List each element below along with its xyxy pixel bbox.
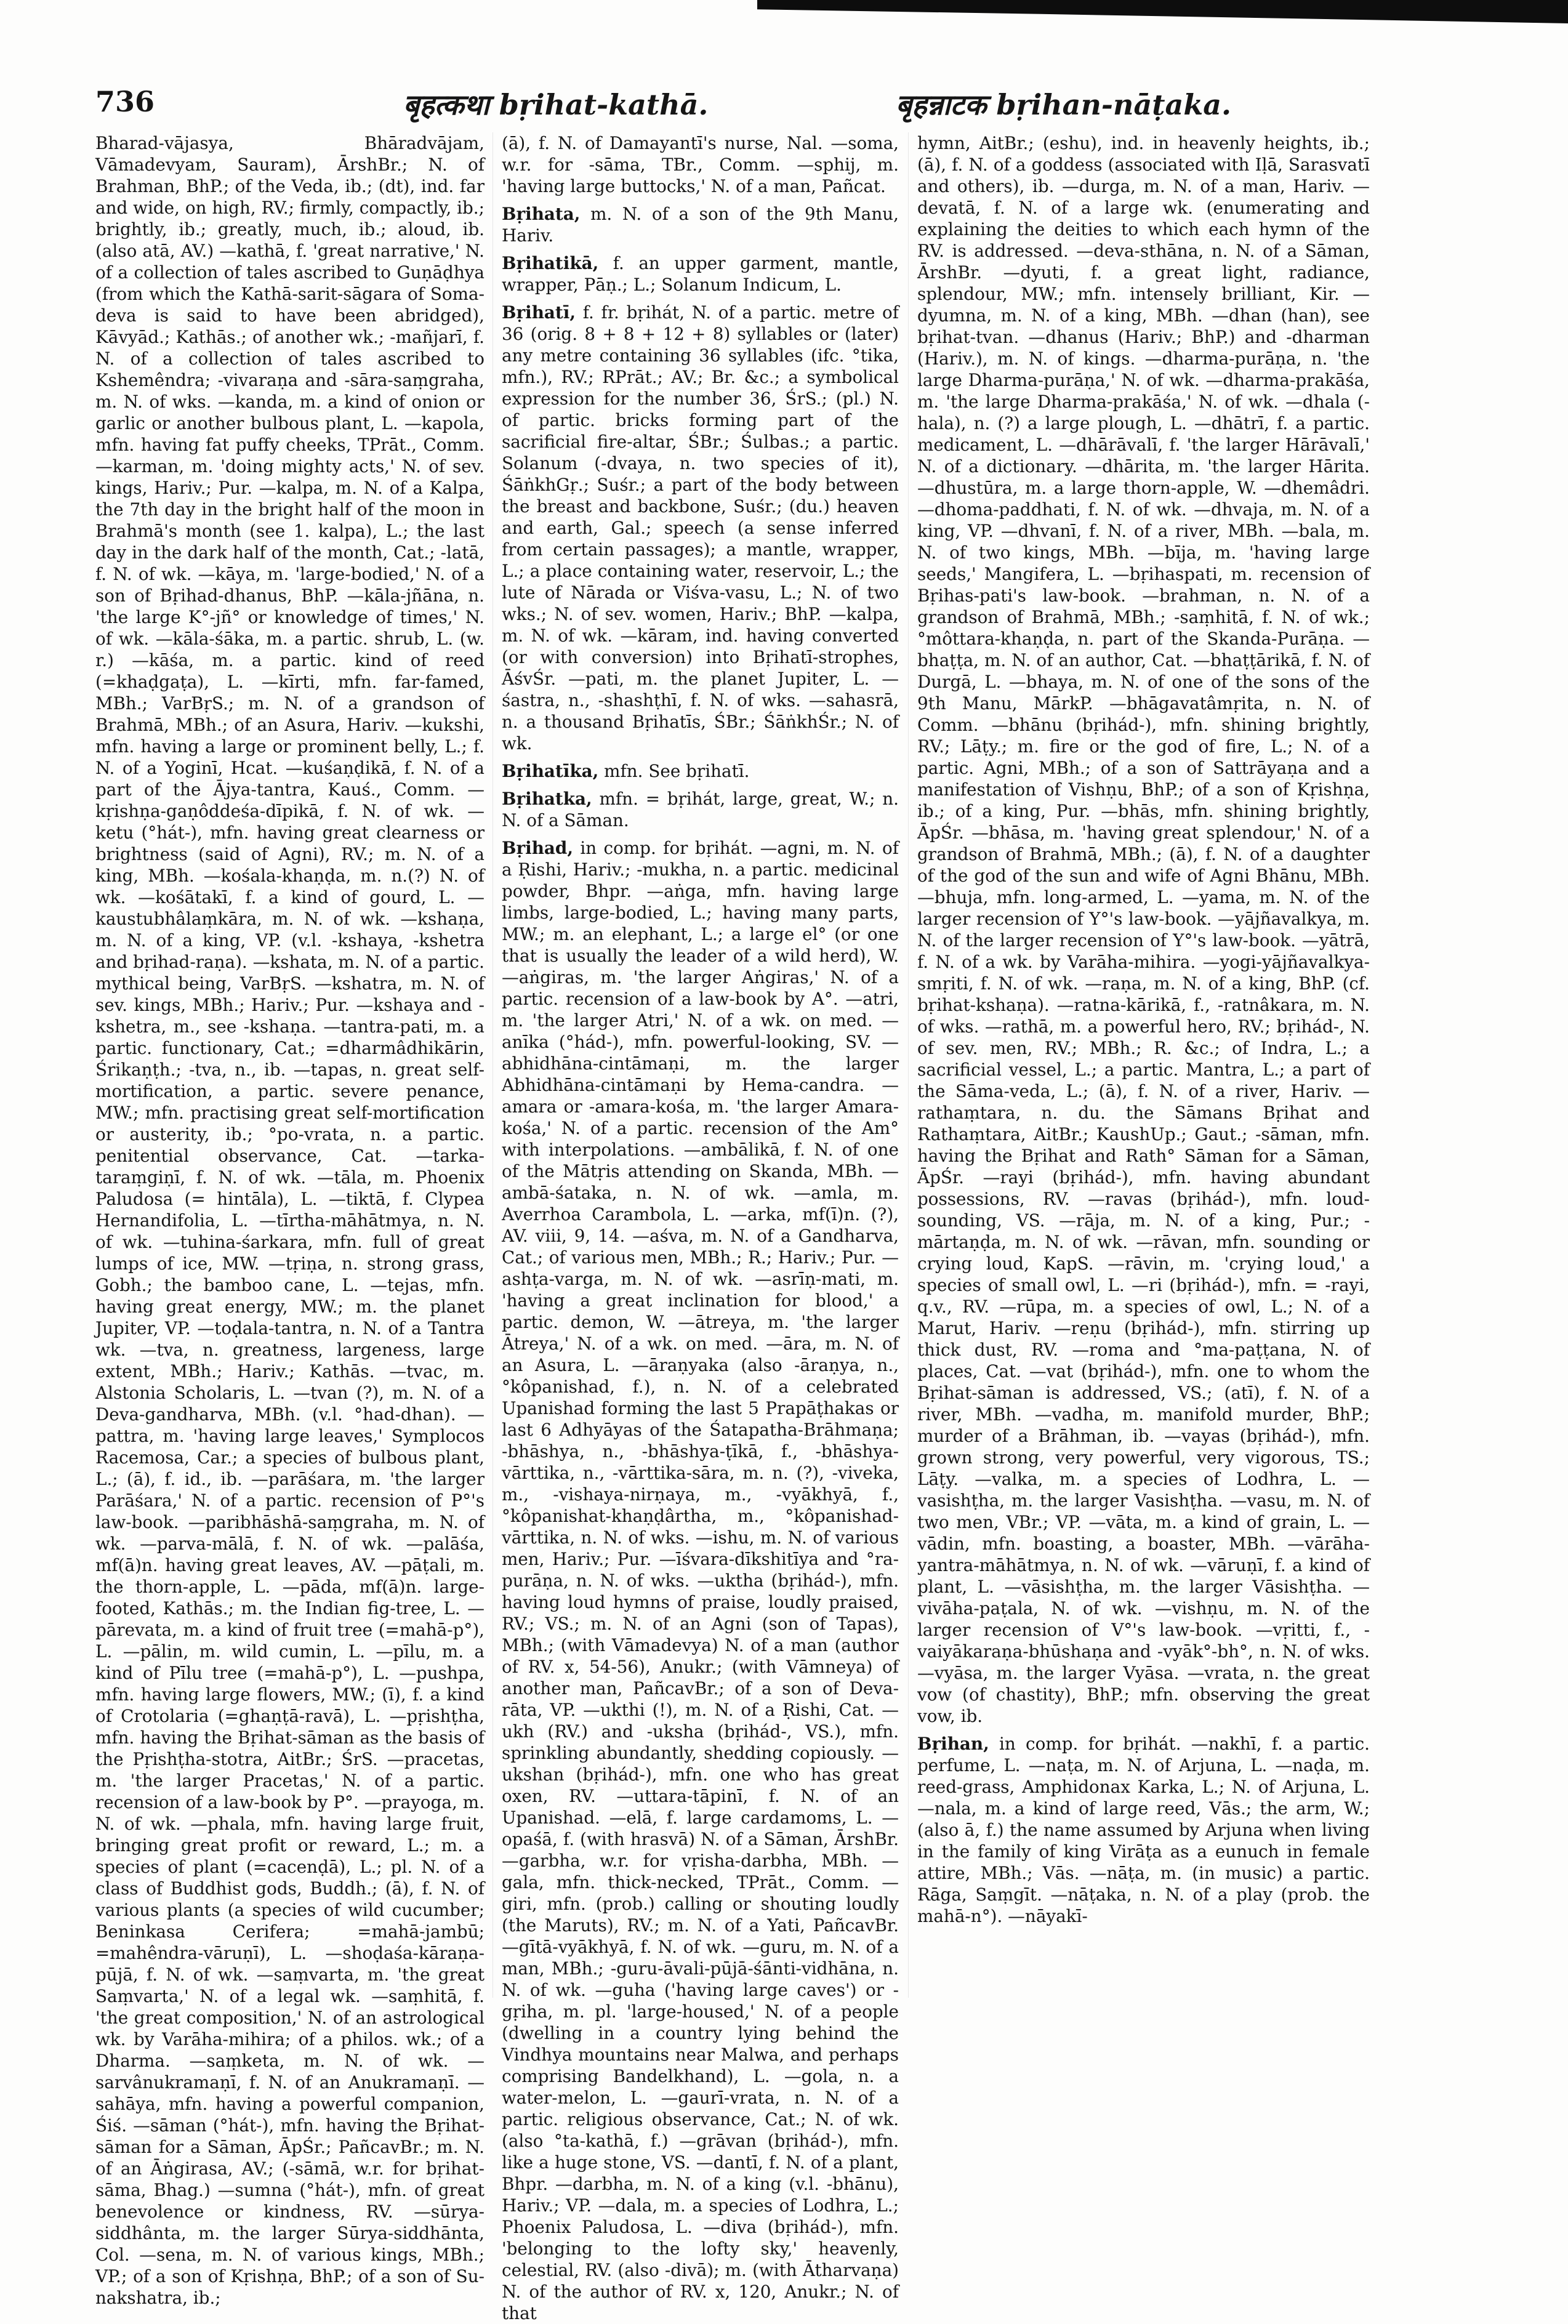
dictionary-entry <box>917 132 1370 1727</box>
dictionary-column-1 <box>95 132 485 2308</box>
entry-definition: f. an upper garment, mantle, wrapper, Pāṇ.; L.; Solanum Indicum, L. <box>502 253 899 295</box>
dictionary-entry <box>502 837 899 2324</box>
left-guide-word: बृहत्कथा bṛihat-kathā. <box>403 88 709 121</box>
page-header <box>95 85 1468 129</box>
dictionary-entry <box>502 760 899 782</box>
entry-definition: mfn. See bṛihatī. <box>604 761 750 781</box>
entry-headword: Bṛihatīka, <box>502 761 599 781</box>
dictionary-entry <box>502 132 899 197</box>
entry-headword: Bṛihatī, <box>502 302 576 323</box>
scan-edge-shadow <box>757 0 1568 23</box>
entry-definition: in comp. for bṛihát. —agni, m. N. of a Ṛishi, Hariv.; -mukha, n. a partic. medicinal powder, Bhpr. —aṅga, mfn. having large limbs, large-bodied, L.; having many parts, MW.; m. an elephant, L.; a large el° (or one that is usually the leader of a wild herd), W. —aṅgiras, m. 'the larger Aṅgiras,' N. of a partic. recension of a law-book by A°. —atri, m. 'the larger Atri,' N. of a wk. on med. —anīka (°hád-), mfn. powerful-looking, SV. —abhidhāna-cintāmaṇi, m. the larger Abhidhāna-cintāmaṇi by Hema-candra. —amara or -amara-kośa, m. 'the larger Amara-kośa,' N. of a partic. recension of the Am° with interpolations. —ambālikā, f. N. of one of the Mātṛis attending on Skanda, MBh. —ambā-śataka, n. N. of wk. —amla, m. Averrhoa Carambola, L. —arka, mf(ī)n. (?), AV. viii, 9, 14. —aśva, m. N. of a Gandharva, Cat.; of various men, MBh.; R.; Hariv.; Pur. —ashṭa-varga, m. N. of wk. —asrīṇ-mati, m. 'having a great inclination for blood,' a partic. demon, W. —ātreya, m. 'the larger Ātreya,' N. of a wk. on med. —āra, m. N. of an Asura, L. —āraṇyaka (also -āraṇya, n., °kôpanishad, f.), n. N. of a celebrated Upanishad forming the last 5 Prapāṭhakas or last 6 Adhyāyas of the Śatapatha-Brāhmaṇa; -bhāshya, n., -bhāshya-ṭīkā, f., -bhāshya-vārttika, n., -vārttika-sāra, m. n. (?), -viveka, m., -vishaya-nirṇaya, m., -vyākhyā, f., °kôpanishat-khaṇḍârtha, m., °kôpanishad-vārttika, n. N. of wks. —ishu, m. N. of various men, Hariv.; Pur. —īśvara-dīkshitīya and °ra-purāṇa, n. N. of wks. —uktha (bṛihád-), mfn. having loud hymns of praise, loudly praised, RV.; VS.; m. N. of an Agni (son of Tapas), MBh.; (with Vāmadevya) N. of a man (author of RV. x, 54-56), Anukr.; (with Vāmneya) of another man, PañcavBr.; of a son of Deva-rāta, VP. —ukthi (!), m. N. of a Ṛishi, Cat. —ukh (RV.) and -uksha (bṛihád-, VS.), mfn. sprinkling abundantly, shedding copiously. —ukshan (bṛihád-), mfn. one who has great oxen, RV. —uttara-tāpinī, f. N. of an Upanishad. —elā, f. large cardamoms, L. —opaśā, f. (with hrasvā) N. of a Sāman, ĀrshBr. —garbha, w.r. for vṛisha-darbha, MBh. —gala, mfn. thick-necked, TPrāt., Comm. —giri, mfn. (prob.) calling or shouting loudly (the Maruts), RV.; m. N. of a Yati, PañcavBr. —gītā-vyākhyā, f. N. of wk. —guru, m. N. of a man, MBh.; -guru-āvali-pūjā-śānti-vidhāna, n. N. of wk. —guha ('having large caves') or -gṛiha, m. pl. 'large-housed,' N. of a people (dwelling in a country lying behind the Vindhya mountains near Malwa, and perhaps comprising Bandelkhand), L. —gola, n. a water-melon, L. —gaurī-vrata, n. N. of a partic. religious observance, Cat.; N. of wk. (also °ta-kathā, f.) —grāvan (bṛihád-), mfn. like a huge stone, VS. —dantī, f. N. of a plant, Bhpr. —darbha, m. N. of a king (v.l. -bhānu), Hariv.; VP. —dala, m. a species of Lodhra, L.; Phoenix Paludosa, L. —diva (bṛihád-), mfn. 'belonging to the lofty sky,' heavenly, celestial, RV. (also -divā); m. (with Ātharvaṇa) N. of the author of RV. x, 120, Anukr.; N. of that <box>502 838 899 2323</box>
entry-definition: Bharad-vājasya, Bhāradvājam, Vāmadevyam, Sauram), ĀrshBr.; N. of Brahman, BhP.; of the Veda, ib.; (dt), ind. far and wide, on high, RV.; firmly, compactly, ib.; brightly, ib.; greatly, much, ib.; aloud, ib. (also atā, AV.) —kathā, f. 'great narrative,' N. of a collection of tales ascribed to Guṇāḍhya (from which the Kathā-sarit-sāgara of Soma-deva is said to have been abridged), Kāvyād.; Kathās.; of another wk.; -mañjarī, f. N. of a collection of tales ascribed to Kshemêndra; -vivaraṇa and -sāra-saṃgraha, m. N. of wks. —kanda, m. a kind of onion or garlic or another bulbous plant, L. —kapola, mfn. having fat puffy cheeks, TPrāt., Comm. —karman, m. 'doing mighty acts,' N. of sev. kings, Hariv.; Pur. —kalpa, m. N. of a Kalpa, the 7th day in the bright half of the moon in Brahmā's month (see 1. kalpa), L.; the last day in the dark half of the month, Cat.; -latā, f. N. of wk. —kāya, m. 'large-bodied,' N. of a son of Bṛihad-dhanus, BhP. —kāla-jñāna, n. 'the large K°-jñ° or knowledge of times,' N. of wk. —kāla-śāka, m. a partic. shrub, L. (w. r.) —kāśa, m. a partic. kind of reed (=khaḍgaṭa), L. —kīrti, mfn. far-famed, MBh.; VarBṛS.; m. N. of a grandson of Brahmā, MBh.; of an Asura, Hariv. —kukshi, mfn. having a large or prominent belly, L.; f. N. of a Yoginī, Hcat. —kuśaṇḍikā, f. N. of a part of the Ājya-tantra, Kauś., Comm. —kṛishṇa-gaṇôddeśa-dīpikā, f. N. of wk. —ketu (°hát-), mfn. having great clearness or brightness (said of Agni), RV.; m. N. of a king, MBh. —kośala-khaṇḍa, m. n.(?) N. of wk. —kośātakī, f. a kind of gourd, L. —kaustubhâlaṃkāra, m. N. of wk. —kshaṇa, m. N. of a king, VP. (v.l. -kshaya, -kshetra and bṛihad-raṇa). —kshata, m. N. of a partic. mythical being, VarBṛS. —kshatra, m. N. of sev. kings, MBh.; Hariv.; Pur. —kshaya and -kshetra, m., see -kshaṇa. —tantra-pati, m. a partic. functionary, Cat.; =dharmâdhikārin, Śrikaṇṭh.; -tva, n., ib. —tapas, n. great self-mortification, a partic. severe penance, MW.; mfn. practising great self-mortification or austerity, ib.; °po-vrata, n. a partic. penitential observance, Cat. —tarka-taraṃgiṇī, f. N. of wk. —tāla, m. Phoenix Paludosa (= hintāla), L. —tiktā, f. Clypea Hernandifolia, L. —tīrtha-māhātmya, n. N. of wk. —tuhina-śarkara, mfn. full of great lumps of ice, MW. —tṛiṇa, n. strong grass, Gobh.; the bamboo cane, L. —tejas, mfn. having great energy, MW.; m. the planet Jupiter, VP. —toḍala-tantra, n. N. of a Tantra wk. —tva, n. greatness, largeness, large extent, MBh.; Hariv.; Kathās. —tvac, m. Alstonia Scholaris, L. —tvan (?), m. N. of a Deva-gandharva, MBh. (v.l. °had-dhan). —pattra, m. 'having large leaves,' Symplocos Racemosa, Car.; a species of bulbous plant, L.; (ā), f. id., ib. —parāśara, m. 'the larger Parāśara,' N. of a partic. recension of P°'s law-book. —paribhāshā-saṃgraha, m. N. of wk. —parva-mālā, f. N. of wk. —palāśa, mf(ā)n. having great leaves, AV. —pāṭali, m. the thorn-apple, L. —pāda, mf(ā)n. large-footed, Kathās.; m. the Indian fig-tree, L. —pārevata, m. a kind of fruit tree (=mahā-p°), L. —pālin, m. wild cumin, L. —pīlu, m. a kind of Pīlu tree (=mahā-p°), L. —pushpa, mfn. having large flowers, MW.; (ī), f. a kind of Crotolaria (=ghaṇṭā-ravā), L. —pṛishṭha, mfn. having the Bṛihat-sāman as the basis of the Pṛishṭha-stotra, AitBr.; ŚrS. —pracetas, m. 'the larger Pracetas,' N. of a partic. recension of a law-book by P°. —prayoga, m. N. of wk. —phala, mfn. having large fruit, bringing great profit or reward, L.; m. a species of plant (=cacenḍā), L.; pl. N. of a class of Buddhist gods, Buddh.; (ā), f. N. of various plants (a species of wild cucumber; Beninkasa Cerifera; =mahā-jambū; =mahêndra-vāruṇī), L. —shoḍaśa-kāraṇa-pūjā, f. N. of wk. —saṃvarta, m. 'the great Saṃvarta,' N. of a legal wk. —saṃhitā, f. 'the great composition,' N. of an astrological wk. by Varāha-mihira; of a philos. wk.; of a Dharma. —saṃketa, m. N. of wk. —sarvânukramaṇī, f. N. of an Anukramaṇī. —sahāya, mfn. having a powerful companion, Śiś. —sāman (°hát-), mfn. having the Bṛihat-sāman for a Sāman, ĀpŚr.; PañcavBr.; m. N. of an Āṅgirasa, AV.; (-sāmā, w.r. for bṛihat-sāma, Bhag.) —sumna (°hát-), mfn. of great benevolence or kindness, RV. —sūrya-siddhânta, m. the larger Sūrya-siddhānta, Col. —sena, m. N. of various kings, MBh.; VP.; of a son of Kṛishṇa, BhP.; of a son of Su-nakshatra, ib.; <box>95 133 485 2308</box>
entry-definition: m. N. of a son of the 9th Manu, Hariv. <box>502 204 899 246</box>
entry-definition: f. fr. bṛihát, N. of a partic. metre of 36 (orig. 8 + 8 + 12 + 8) syllables or (later) any metre containing 36 syllables (ifc. °tika, mfn.), RV.; RPrāt.; AV.; Br. &c.; a symbolical expression for the number 36, ŚrS.; (pl.) N. of partic. bricks forming part of the sacrificial fire-altar, ŚBr.; Śulbas.; a partic. Solanum (-dvaya, n. two species of it), ŚāṅkhGṛ.; Suśr.; a part of the body between the breast and backbone, Suśr.; (du.) heaven and earth, Gal.; speech (a sense inferred from certain passages); a mantle, wrapper, L.; a place containing water, reservoir, L.; the lute of Nārada or Viśva-vasu, L.; N. of two wks.; N. of sev. women, Hariv.; BhP. —kalpa, m. N. of wk. —kāram, ind. having converted (or with conversion) into Bṛihatī-strophes, ĀśvŚr. —pati, m. the planet Jupiter, L. —śastra, n., -shashṭhī, f. N. of wks. —sahasrā, n. a thousand Bṛihatīs, ŚBr.; ŚāṅkhŚr.; N. of wk. <box>502 302 899 754</box>
entry-headword: Bṛihan, <box>917 1734 989 1754</box>
entry-definition: mfn. = bṛihát, large, great, W.; n. N. of a Sāman. <box>502 789 899 830</box>
dictionary-column-2 <box>502 132 899 2323</box>
entry-headword: Bṛihatka, <box>502 789 592 809</box>
dictionary-entry <box>95 132 484 2309</box>
entry-definition: hymn, AitBr.; (eshu), ind. in heavenly heights, ib.; (ā), f. N. of a goddess (associated with Iḷā, Sarasvatī and others), ib. —durga, m. N. of a man, Hariv. —devatā, f. N. of a large wk. (enumerating and explaining the deities to which each hymn of the RV. is addressed. —deva-sthāna, n. N. of a Sāman, ĀrshBr. —dyuti, f. a great light, radiance, splendour, MW.; mfn. intensely brilliant, Kir. —dyumna, m. N. of a king, MBh. —dhan (han), see bṛihat-tvan. —dhanus (Hariv.; BhP.) and -dharman (Hariv.), m. N. of kings. —dharma-purāṇa, n. 'the large Dharma-purāṇa,' N. of wk. —dharma-prakāśa, m. 'the large Dharma-prakāśa,' N. of wk. —dhala (-hala), n. (?) a large plough, L. —dhātrī, f. a partic. medicament, L. —dhārāvalī, f. 'the larger Hārāvalī,' N. of a dictionary. —dhārita, m. 'the larger Hārita. —dhustūra, m. a large thorn-apple, W. —dhemâdri. —dhoma-paddhati, f. N. of wk. —dhvaja, m. N. of a king, VP. —dhvanī, f. N. of a river, MBh. —bala, m. N. of two kings, MBh. —bīja, m. 'having large seeds,' Mangifera, L. —bṛihaspati, m. recension of Bṛihas-pati's law-book. —brahman, n. N. of a grandson of Brahmā, MBh.; -saṃhitā, f. N. of wk.; °môttara-khaṇḍa, n. part of the Skanda-Purāṇa. —bhaṭṭa, m. N. of an author, Cat. —bhaṭṭārikā, f. N. of Durgā, L. —bhaya, m. N. of one of the sons of the 9th Manu, MārkP. —bhāgavatâmṛita, n. N. of Comm. —bhānu (bṛihád-), mfn. shining brightly, RV.; Lāṭy.; m. fire or the god of fire, L.; N. of a partic. Agni, MBh.; of a son of Sattrāyaṇa and a manifestation of Vishṇu, BhP.; of a son of Kṛishṇa, ib.; of a king, Pur. —bhās, mfn. shining brightly, ĀpŚr. —bhāsa, m. 'having great splendour,' N. of a grandson of Brahmā, MBh.; (ā), f. N. of a daughter of the god of the sun and wife of Agni Bhānu, MBh. —bhuja, mfn. long-armed, L. —yama, m. N. of the larger recension of Y°'s law-book. —yājñavalkya, m. N. of the larger recension of Y°'s law-book. —yātrā, f. N. of a wk. by Varāha-mihira. —yogi-yājñavalkya-smṛiti, f. N. of wk. —raṇa, m. N. of a king, BhP. (cf. bṛihat-kshaṇa). —ratna-kārikā, f., -ratnâkara, m. N. of wks. —rathā, m. a powerful hero, RV.; bṛihád-, N. of sev. men, RV.; MBh.; R. &c.; of Indra, L.; a sacrificial vessel, L.; a partic. Mantra, L.; a part of the Sāma-veda, L.; (ā), f. N. of a river, Hariv. —rathaṃtara, n. du. the Sāmans Bṛihat and Rathaṃtara, AitBr.; KaushUp.; Gaut.; -sāman, mfn. having the Bṛihat and Rath° Sāman for a Sāman, ĀpŚr. —rayi (bṛihád-), mfn. having abundant possessions, RV. —ravas (bṛihád-), mfn. loud-sounding, VS. —rāja, m. N. of a king, Pur.; -mārtaṇḍa, m. N. of wk. —rāvan, mfn. sounding or crying loud, KapS. —rāvin, m. 'crying loud,' a species of small owl, L. —ri (bṛihád-), mfn. = -rayi, q.v., RV. —rūpa, m. a species of owl, L.; N. of a Marut, Hariv. —reṇu (bṛihád-), mfn. stirring up thick dust, RV. —roma and °ma-paṭṭana, N. of places, Cat. —vat (bṛihád-), mfn. one to whom the Bṛihat-sāman is addressed, VS.; (atī), f. N. of a river, MBh. —vadha, m. manifold murder, BhP.; murder of a Brāhman, ib. —vayas (bṛihád-), mfn. grown strong, very powerful, very vigorous, TS.; Lāṭy. —valka, m. a species of Lodhra, L. —vasishṭha, m. the larger Vasishṭha. —vasu, m. N. of two men, VBr.; VP. —vāta, m. a kind of grain, L. —vādin, mfn. boasting, a boaster, MBh. —vārāha-yantra-māhātmya, n. N. of wk. —vāruṇī, f. a kind of plant, L. —vāsishṭha, m. the larger Vāsishṭha. —vivāha-paṭala, N. of wk. —vishṇu, m. N. of the larger recension of V°'s law-book. —vṛitti, f., -vaiyākaraṇa-bhūshaṇa and -vyāk°-bh°, n. N. of wks. —vyāsa, m. the larger Vyāsa. —vrata, n. the great vow (of chastity), BhP.; mfn. observing the great vow, ib. <box>917 133 1370 1726</box>
dictionary-entry <box>502 252 899 296</box>
dictionary-entry <box>502 203 899 246</box>
page-number: 736 <box>95 85 155 118</box>
dictionary-entry <box>502 302 899 754</box>
entry-definition: (ā), f. N. of Damayantī's nurse, Nal. —soma, w.r. for -sāma, TBr., Comm. —sphij, m. 'having large buttocks,' N. of a man, Pañcat. <box>502 133 899 196</box>
entry-definition: in comp. for bṛihát. —nakhī, f. a partic. perfume, L. —naṭa, m. N. of Arjuna, L. —naḍa, m. reed-grass, Amphidonax Karka, L.; N. of Arjuna, L. —nala, m. a kind of large reed, Vās.; the arm, W.; (also ā, f.) the name assumed by Arjuna when living in the family of king Virāṭa as a eunuch in female attire, MBh.; Vās. —nāṭa, m. (in music) a partic. Rāga, Saṃgīt. —nāṭaka, n. N. of a play (prob. the mahā-n°). —nāyakī- <box>917 1734 1370 1926</box>
dictionary-column-3 <box>917 132 1370 1998</box>
right-guide-word: बृहन्नाटक bṛihan-nāṭaka. <box>896 88 1232 121</box>
column-divider <box>908 132 909 1998</box>
dictionary-entry <box>502 788 899 831</box>
entry-headword: Bṛihata, <box>502 204 581 224</box>
entry-headword: Bṛihatikā, <box>502 253 599 273</box>
dictionary-entry <box>917 1733 1370 1927</box>
entry-headword: Bṛihad, <box>502 838 574 858</box>
